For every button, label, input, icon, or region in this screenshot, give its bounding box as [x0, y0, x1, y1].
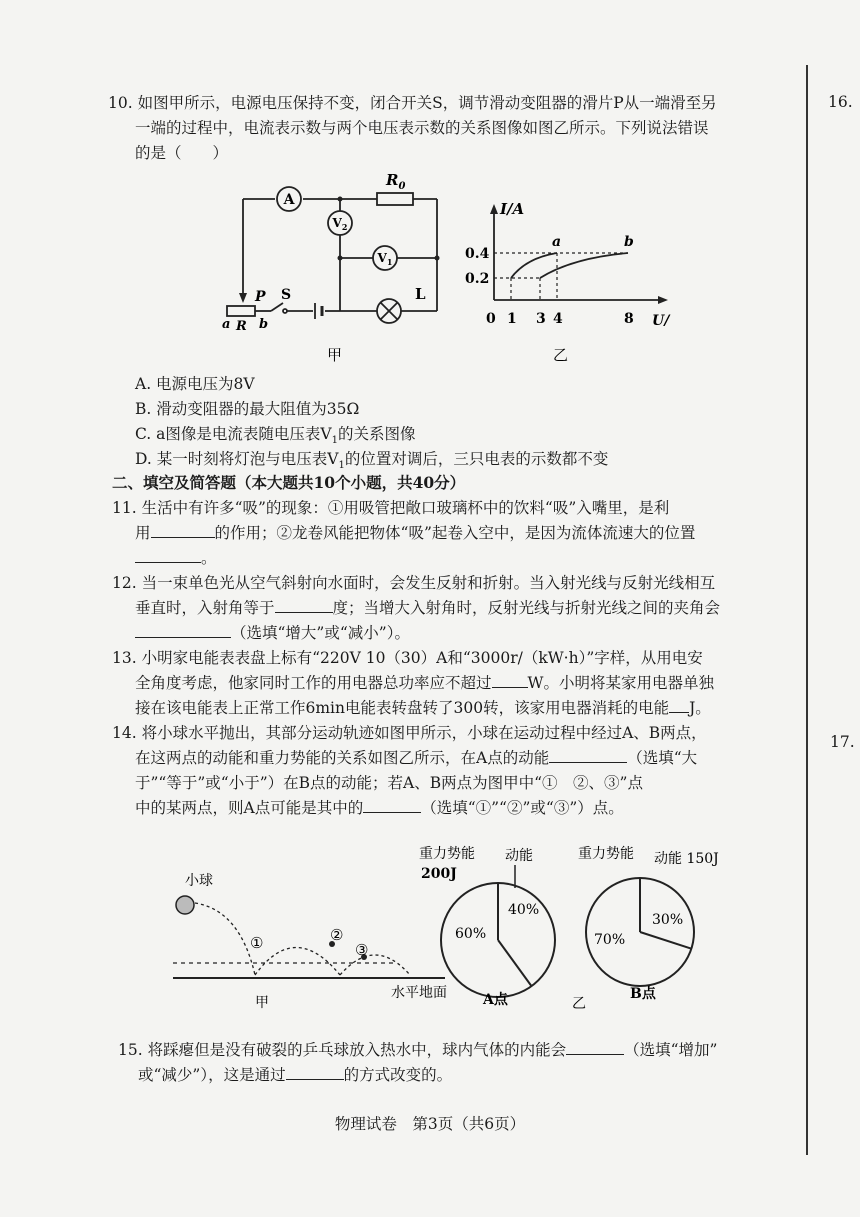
pie-a-point-label: A点	[483, 992, 508, 1008]
pie-b-kinetic-pct: 30%	[652, 912, 684, 928]
q13-line3: 接在该电能表上正常工作6min电能表转盘转了300转，该家用电器消耗的电能 J。	[135, 699, 711, 717]
side-question-16: 16.	[828, 93, 853, 111]
graph-xtick-0: 0	[486, 311, 496, 327]
graph-xtick-1: 1	[507, 311, 517, 327]
fig-jia-caption: 甲	[255, 995, 269, 1010]
page-footer: 物理试卷 第3页（共6页）	[334, 1115, 526, 1133]
pie-b-gravity-pct: 70%	[594, 932, 626, 948]
q15-line1: 15. 将踩瘪但是没有破裂的乒乓球放入热水中，球内气体的内能会 （选填“增加”	[118, 1041, 718, 1059]
q11-line2: 用 的作用；②龙卷风能把物体“吸”起卷入空中，是因为流体流速大的位置	[135, 524, 696, 542]
v1-sub: 1	[386, 257, 393, 267]
graph-ytick-04: 0.4	[465, 246, 490, 262]
circuit-diagram	[215, 165, 460, 365]
pie-a-energy: 200J	[421, 866, 457, 882]
section-2-heading: 二、填空及简答题（本大题共10个小题，共40分）	[112, 473, 466, 492]
q13-line1: 13. 小明家电能表表盘上标有“220V 10（30）A和“3000r/（kW·h）”字样，从用电安	[112, 649, 703, 667]
rheostat-a-label: a	[222, 317, 231, 332]
ground-label: 水平地面	[391, 985, 447, 1001]
pie-chart-a	[413, 840, 583, 1015]
pie-a-divider-kinetic	[498, 940, 532, 986]
q12-line3: （选填“增大”或“减小”）。	[135, 621, 410, 643]
slider-p-label: P	[255, 289, 266, 305]
pie-a-gravity-pct: 60%	[455, 926, 487, 942]
svg-text:R0	[385, 171, 405, 192]
graph-xtick-4: 4	[553, 311, 563, 327]
r0-label: R	[386, 171, 399, 189]
pie-a-kinetic-label: 动能	[505, 848, 533, 864]
v2-label: V	[332, 216, 342, 230]
q14-line1: 14. 将小球水平抛出，其部分运动轨迹如图甲所示，小球在运动过程中经过A、B两点，	[112, 724, 707, 742]
q13-line2: 全角度考虑，他家同时工作的用电器总功率应不超过 W。小明将某家用电器单独	[135, 674, 714, 692]
q15-blank-2[interactable]	[286, 1065, 344, 1080]
pie-b-title: 重力势能	[578, 846, 634, 862]
iu-graph	[460, 198, 685, 368]
side-question-17: 17.	[830, 733, 855, 751]
lamp-label: L	[415, 285, 426, 303]
q10-option-c: C. a图像是电流表随电压表$V_1$的关系图像	[135, 425, 416, 447]
q10-line1: 10. 如图甲所示，电源电压保持不变，闭合开关S，调节滑动变阻器的滑片P从一端滑至另	[108, 94, 717, 112]
q11-blank-1[interactable]	[151, 523, 215, 538]
curve-b-label: b	[624, 234, 634, 250]
q13-blank-2[interactable]	[669, 698, 689, 713]
pie-chart-b	[570, 838, 745, 1013]
q11-line1: 11. 生活中有许多“吸”的现象：①用吸管把敞口玻璃杯中的饮料“吸”入嘴里，是利	[112, 499, 670, 517]
r0-sub: 0	[398, 181, 406, 192]
point-1: ①	[250, 934, 264, 952]
curve-a-label: a	[552, 234, 562, 250]
column-divider	[806, 65, 808, 1155]
q13-blank-1[interactable]	[492, 673, 528, 688]
rheostat-r-label: R	[236, 319, 247, 334]
svg-text:V1	[377, 251, 393, 267]
fig-yi-caption: 乙	[572, 996, 586, 1012]
pie-a-title: 重力势能	[419, 846, 475, 862]
ammeter-label: A	[283, 192, 295, 208]
switch-s-label: S	[281, 287, 292, 303]
pie-b-kinetic-label: 动能 150J	[654, 851, 719, 867]
q12-line1: 12. 当一束单色光从空气斜射向水面时，会发生反射和折射。当入射光线与反射光线相互	[112, 574, 716, 592]
q10-option-d: D. 某一时刻将灯泡与电压表$V_1$的位置对调后，三只电表的示数都不变	[135, 450, 609, 472]
svg-text:V2	[332, 216, 348, 232]
q14-line3: 于”“等于”或“小于”）在B点的动能；若A、B两点为图甲中“① ②、③”点	[135, 774, 643, 792]
v1-label: V	[377, 251, 387, 265]
graph-ylabel: I/A	[500, 200, 525, 218]
ball-label: 小球	[185, 873, 213, 889]
q15-line2: 或“减少”），这是通过 的方式改变的。	[138, 1066, 453, 1084]
circuit-caption: 甲	[327, 346, 343, 364]
q12-blank-2[interactable]	[135, 623, 231, 638]
graph-xlabel: U/	[652, 313, 670, 329]
q14-line2: 在这两点的动能和重力势能的关系如图乙所示，在A点的动能 （选填“大	[135, 749, 698, 767]
q14-blank-1[interactable]	[549, 748, 627, 763]
q10-line2: 一端的过程中，电流表示数与两个电压表示数的关系图像如图乙所示。下列说法错误	[135, 119, 709, 137]
q12-line2: 垂直时，入射角等于 度；当增大入射角时，反射光线与折射光线之间的夹角会	[135, 599, 721, 617]
q14-blank-2[interactable]	[363, 798, 421, 813]
rheostat-b-label: b	[259, 317, 269, 332]
pie-b-divider-kinetic	[640, 932, 691, 949]
graph-xtick-3: 3	[536, 311, 546, 327]
q10-option-b: B. 滑动变阻器的最大阻值为35Ω	[135, 400, 360, 418]
q15-blank-1[interactable]	[566, 1040, 624, 1055]
q14-line4: 中的某两点，则A点可能是其中的 （选填“①”“②”或“③”）点。	[135, 799, 624, 817]
pie-b-point-label: B点	[630, 986, 656, 1002]
graph-ytick-02: 0.2	[465, 271, 490, 287]
point-2: ②	[330, 926, 344, 944]
q10-option-a: A. 电源电压为8V	[135, 375, 255, 393]
q12-blank-1[interactable]	[275, 598, 333, 613]
q11-blank-2[interactable]	[135, 548, 201, 563]
graph-caption: 乙	[553, 346, 569, 364]
point-3: ③	[355, 941, 369, 959]
pie-a-kinetic-pct: 40%	[508, 902, 540, 918]
graph-xtick-8: 8	[624, 311, 634, 327]
v2-sub: 2	[341, 222, 348, 232]
q11-line3: 。	[135, 546, 217, 568]
q10-line3: 的是（ ）	[135, 144, 229, 162]
